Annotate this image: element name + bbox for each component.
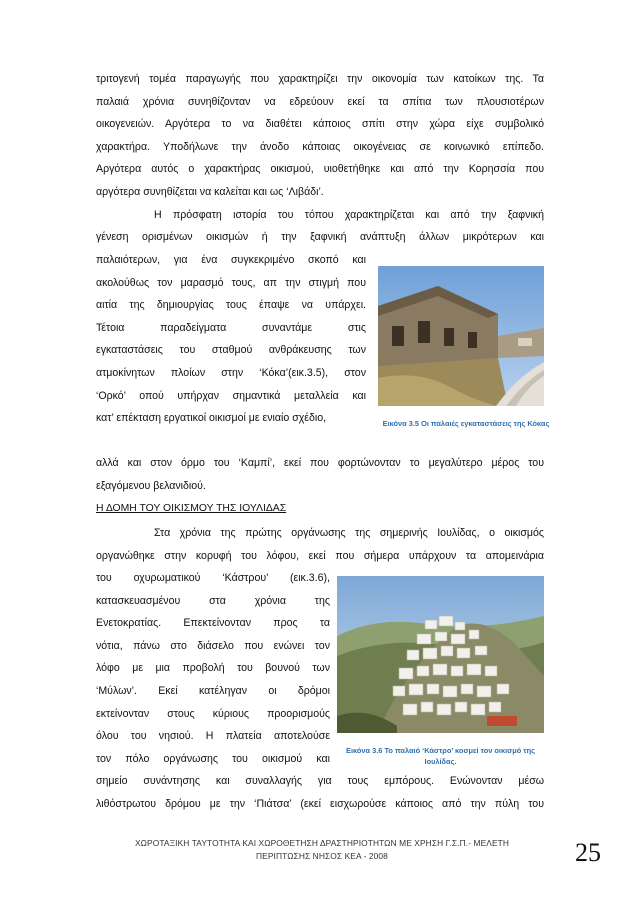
figure-caption: Εικόνα 3.5 Οι παλαιές εγκαταστάσεις της Κόκας	[382, 419, 550, 428]
caption-line: Ιουλίδας.	[424, 757, 457, 766]
text-line: τριτογενή τομέα παραγωγής που χαρακτηρίζει την οικονομία των κατοίκων της. Τα	[96, 73, 544, 85]
text-line: αιτία της δημιουργίας τους έπαψε να υπάρχει.	[96, 299, 366, 312]
text-line: σημείο συνάντησης και συναλλαγής για τους εμπόρους. Ενώνονταν μέσω	[96, 775, 544, 787]
text-line: Στα χρόνια της πρώτης οργάνωσης της σημερινής Ιουλίδας, ο οικισμός	[154, 527, 544, 539]
text-line: Η πρόσφατη ιστορία του τόπου χαρακτηρίζεται και από την ξαφνική	[154, 208, 544, 221]
figure-ioulida-kastro	[337, 576, 544, 733]
paragraph-3	[96, 522, 544, 567]
text-line: αλλά και στον όρμο του ‘Καμπί’, εκεί που φορτώνονταν το μεγαλύτερο μέρος του	[96, 457, 544, 469]
text-line: κατ’ επέκταση εργατικοί οικισμοί με ενιαίο σχέδιο,	[96, 412, 327, 425]
text-line: παλαιά χρόνια συνηθίζονταν να εδρεύουν εκεί τα σπίτια των πλουσιοτέρων	[96, 95, 544, 108]
text-line: του οχυρωματικού ‘Κάστρου’ (εικ.3.6),	[96, 572, 330, 584]
footer-line: ΠΕΡΙΠΤΩΣΗΣ ΝΗΣΟΣ ΚΕΑ - 2008	[256, 851, 388, 861]
section-heading-wrap	[96, 498, 544, 521]
caption-line: Εικόνα 3.6 Το παλαιό ‘Κάστρο’ κοσμεί τον οικισμό της	[346, 746, 535, 755]
text-line: λιθόστρωτου δρόμου με την ‘Πιάτσα’ (εκεί εισχωρούσε κάποιος από την πύλη του	[96, 797, 544, 810]
text-line: όλου του νησιού. Η πλατεία αποτελούσε	[96, 730, 330, 743]
text-line: Αργότερα αυτός ο χαρακτήρας οικισμού, υιοθετήθηκε και από την Κορησσία που	[96, 163, 544, 176]
text-line: χαρακτήρα. Υποδήλωνε την άνοδο κάποιας οικογένειας σε κοινωνικό επίπεδο.	[96, 140, 544, 153]
paragraph-3-wrap	[96, 567, 330, 770]
text-line: ‘Ορκό’ οπού υπήρχαν σημαντικά μεταλλεία και	[96, 389, 366, 402]
koka-ruins-photo	[378, 266, 544, 406]
paragraph-1	[96, 68, 544, 249]
text-line: Ενετοκρατίας. Επεκτείνονταν προς τα	[96, 617, 330, 630]
text-line: οργανώθηκε στην κορυφή του λόφου, εκεί που σήμερα υπάρχουν τα απομεινάρια	[96, 549, 544, 562]
page-footer	[108, 837, 536, 863]
text-line: λόφο με μια προβολή του βουνού των	[96, 662, 330, 675]
text-line: εκτείνονταν στους κύριους προορισμούς	[96, 707, 330, 720]
text-line: κατασκευασμένου στα χρόνια της	[96, 594, 330, 607]
text-line: ‘Μύλων’. Εκεί κατέληγαν οι δρόμοι	[96, 684, 330, 697]
paragraph-2-wrap	[96, 249, 366, 430]
figure-caption	[337, 745, 544, 767]
text-line: παλαιότερων, για ένα συγκεκριμένο σκοπό και	[96, 254, 366, 266]
text-line: ατμοκίνητων πλοίων στην ‘Κόκα’(εικ.3.5), στον	[96, 366, 366, 379]
paragraph-3-after	[96, 770, 544, 815]
ioulida-village-photo	[337, 576, 544, 733]
text-line: γένεση ορισμένων οικισμών ή την ξαφνική ανάπτυξη άλλων μικρότερων και	[96, 231, 544, 244]
text-line: οικογενειών. Αργότερα το να διαθέτει κάποιος σπίτι στην χώρα είχε συμβολικό	[96, 118, 544, 131]
paragraph-2-after	[96, 452, 544, 497]
text-line: ακολούθως τον μαρασμό τους, απ την στιγμή που	[96, 276, 366, 289]
text-line: αργότερα συνηθίζεται να καλείται και ως ‘Λιβάδι’.	[96, 185, 324, 198]
text-line: εγκαταστάσεις του σταθμού ανθράκευσης των	[96, 344, 366, 357]
section-heading: Η ΔΟΜΗ ΤΟΥ ΟΙΚΙΣΜΟΥ ΤΗΣ ΙΟΥΛΙΔΑΣ	[96, 503, 287, 514]
text-line: Τέτοια παραδείγματα συναντάμε στις	[96, 321, 366, 334]
text-line: νότια, πάνω στο διάσελο που ενώνει τον	[96, 639, 330, 652]
text-line: τον πόλο οργάνωσης του οικισμού και	[96, 752, 330, 765]
footer-line: ΧΩΡΟΤΑΞΙΚΗ ΤΑΥΤΟΤΗΤΑ ΚΑΙ ΧΩΡΟΘΕΤΗΣΗ ΔΡΑΣΤΗΡΙΟΤΗΤΩΝ ΜΕ ΧΡΗΣΗ Γ.Σ.Π.- ΜΕΛΕΤΗ	[134, 838, 510, 848]
figure-koka-ruins	[378, 266, 544, 406]
page-number: 25	[575, 838, 601, 867]
text-line: εξαγόμενου βελανιδιού.	[96, 479, 206, 492]
